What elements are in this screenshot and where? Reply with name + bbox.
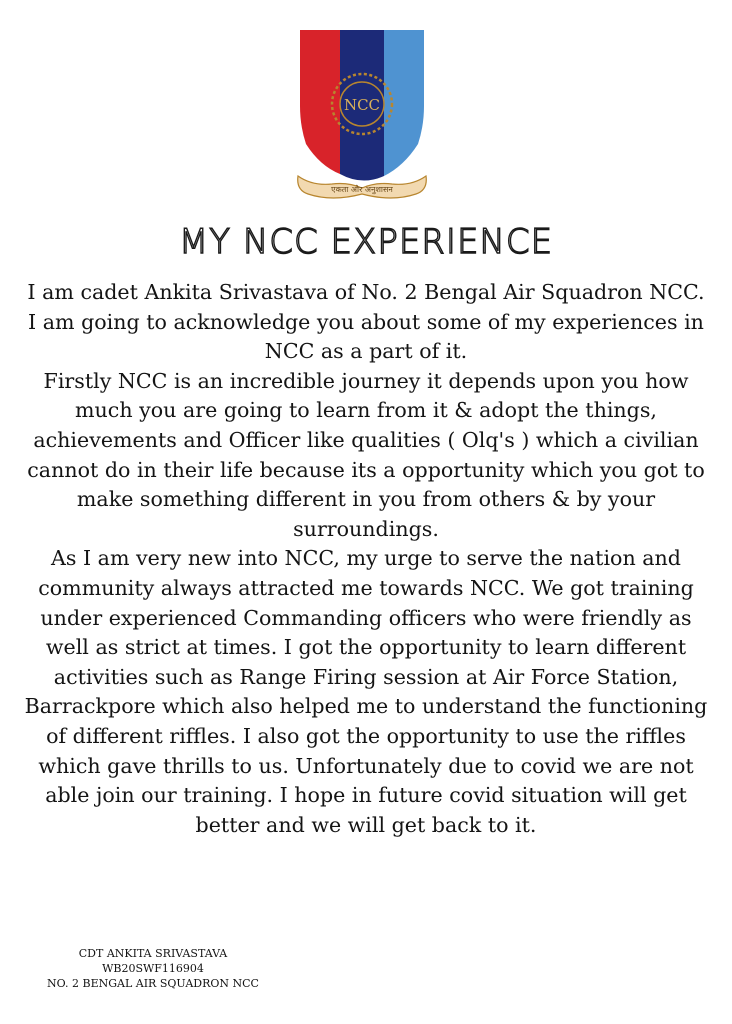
- shield-blue-stripe: [384, 30, 424, 176]
- essay-paragraph-2: Firstly NCC is an incredible journey it depends upon you how much you are going to learn from it & adopt the things, achievements and Officer like qualities ( Olq's ) which a civilian cannot do in their life because its a opportunity which you got to make something different in you from others & by your surroundings.: [27, 368, 705, 541]
- signature-block: [18, 946, 288, 991]
- emblem-ncc-text: NCC: [343, 96, 381, 114]
- motto-ribbon-text: एकता और अनुशासन: [331, 185, 393, 194]
- essay-paragraph-1: I am cadet Ankita Srivastava of No. 2 Bengal Air Squadron NCC. I am going to acknowledge you about some of my experiences in NCC as a part of it.: [27, 280, 705, 364]
- signature-unit: NO. 2 BENGAL AIR SQUADRON NCC: [47, 977, 259, 990]
- shield-red-stripe: [300, 30, 340, 174]
- signature-name: CDT ANKITA SRIVASTAVA: [78, 947, 228, 960]
- essay-body: [24, 278, 708, 840]
- signature-regimental-number: WB20SWF116904: [102, 962, 204, 975]
- essay-paragraph-3: As I am very new into NCC, my urge to serve the nation and community always attracted me towards NCC. We got training under experienced Commanding officers who were friendly as well as strict at times. I got the opportunity to learn different activities such as Range Firing session at Air Force Station, Barrackpore which also helped me to understand the functioning of different riffles. I also got the opportunity to use the riffles which gave thrills to us. Unfortunately due to covid we are not able join our training. I hope in future covid situation will get better and we will get back to it.: [24, 546, 708, 837]
- ncc-emblem-logo: [292, 26, 432, 202]
- page-title: MY NCC EXPERIENCE: [178, 222, 554, 262]
